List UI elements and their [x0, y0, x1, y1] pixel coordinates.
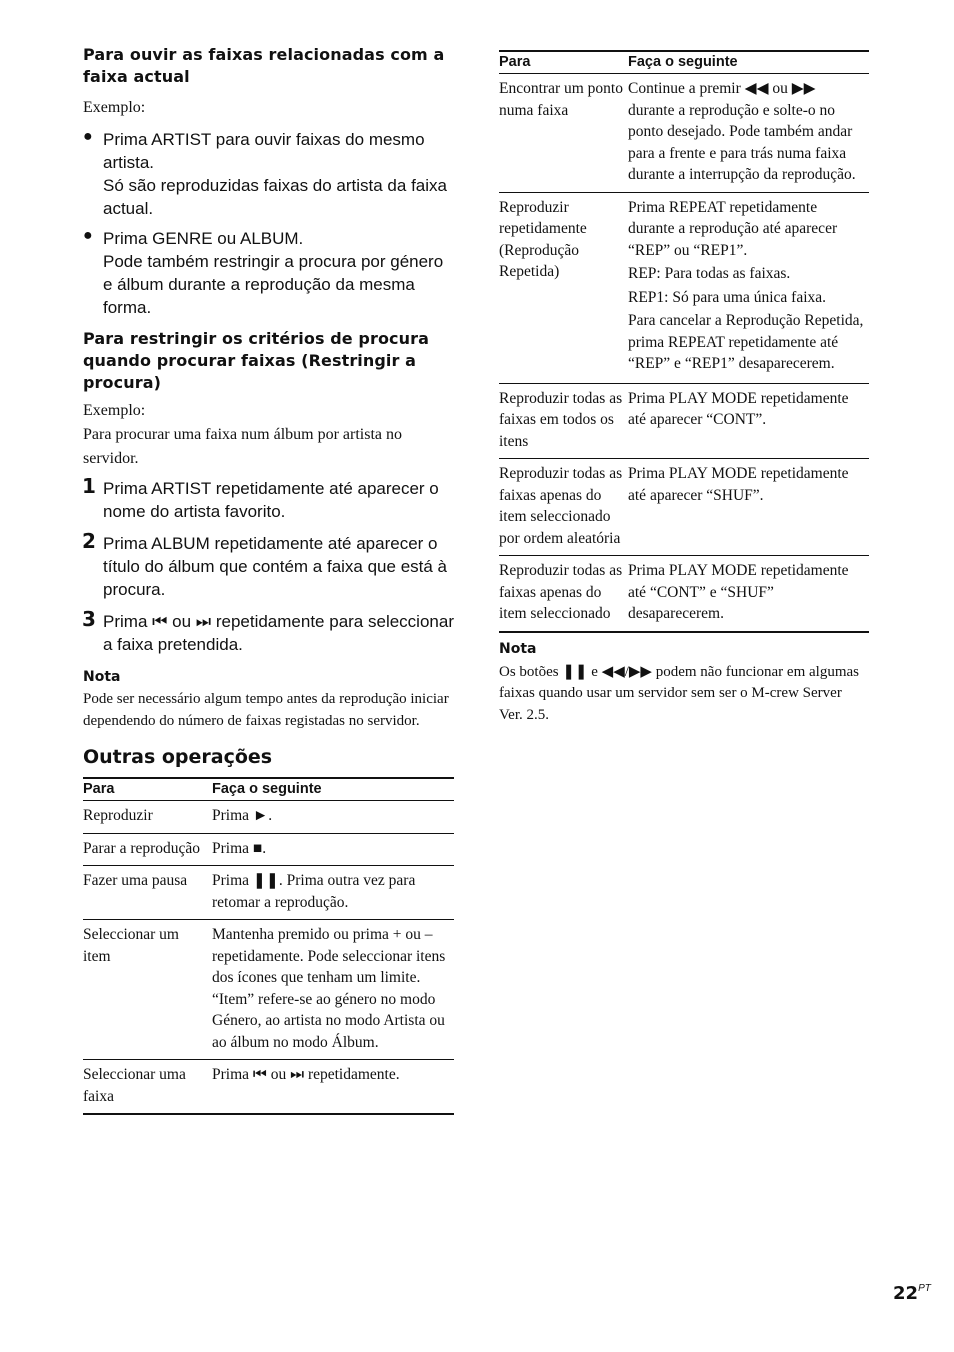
bullet-icon: ●	[83, 227, 93, 244]
fast-forward-icon: ▶▶	[791, 80, 816, 97]
bullet-line: Prima GENRE ou ALBUM.	[103, 229, 304, 248]
operations-table	[83, 777, 454, 1115]
step-2	[82, 529, 454, 601]
cell-line: Prima REPEAT repetidamente durante a reprodução até aparecer “REP” ou “REP1”.	[628, 198, 838, 259]
example-text: Para procurar uma faixa num álbum por artista no servidor.	[83, 426, 402, 467]
table-row	[499, 556, 869, 632]
table-cell: Reproduzir todas as faixas apenas do item seleccionado por ordem aleatória	[499, 459, 628, 556]
table-cell: Prima ⏮ ou ⏭ repetidamente.	[212, 1060, 454, 1115]
table-cell: Seleccionar uma faixa	[83, 1060, 212, 1115]
table-cell: Prima ❚❚. Prima outra vez para retomar a reprodução.	[212, 866, 454, 920]
note-heading: Nota	[83, 669, 121, 685]
table-row	[83, 866, 454, 920]
step-text: Prima ALBUM repetidamente até aparecer o título do álbum que contém a faixa que está à procura.	[103, 534, 448, 599]
table-row	[83, 801, 454, 834]
stop-icon: ■	[252, 839, 263, 857]
column-header: Faça o seguinte	[212, 778, 454, 801]
step-number: 1	[82, 474, 96, 498]
table-row	[499, 459, 869, 556]
bullet-line: Só são reproduzidas faixas do artista da faixa actual.	[103, 176, 447, 218]
table-row	[83, 920, 454, 1060]
table-row	[83, 1060, 454, 1115]
left-column	[83, 44, 454, 1115]
table-cell: Prima PLAY MODE repetidamente até aparecer “CONT”.	[628, 383, 869, 459]
language-suffix: PT	[918, 1283, 931, 1294]
note-text: Os botões ❚❚ e ◀◀/▶▶ podem não funcionar em algumas faixas quando usar um servidor sem ser o M-crew Server Ver. 2.5.	[499, 663, 859, 723]
table-cell: Fazer uma pausa	[83, 866, 212, 920]
table-cell: Reproduzir todas as faixas em todos os itens	[499, 383, 628, 459]
note-text: Pode ser necessário algum tempo antes da reprodução iniciar dependendo do número de faixas registadas no servidor.	[83, 691, 449, 729]
cell-line: Para cancelar a Reprodução Repetida, prima REPEAT repetidamente até “REP” e “REP1” desaparecerem.	[628, 312, 864, 372]
pause-icon: ❚❚	[562, 663, 588, 680]
column-header: Para	[83, 778, 212, 801]
next-track-icon: ⏭	[290, 1066, 305, 1083]
bullet-line: Pode também restringir a procura por género e álbum durante a reprodução da mesma forma.	[103, 252, 444, 317]
table-cell: Continue a premir ◀◀ ou ▶▶ durante a reprodução e solte-o no ponto desejado. Pode também andar para a frente e para trás numa faixa durante a interrupção da reprodução.	[628, 74, 869, 193]
table-cell: Parar a reprodução	[83, 833, 212, 866]
note-heading: Nota	[499, 640, 537, 657]
table-cell: Reproduzir repetidamente (Reprodução Repetida)	[499, 192, 628, 383]
table-row	[83, 833, 454, 866]
play-icon: ►	[252, 807, 269, 824]
table-row	[499, 74, 869, 193]
section-heading-restrict-search: Para restringir os critérios de procura quando procurar faixas (Restringir a procura)	[83, 329, 430, 392]
section-heading-other-operations: Outras operações	[83, 746, 273, 768]
pause-icon: ❚❚	[252, 872, 279, 889]
step-number: 3	[82, 607, 96, 631]
step-3	[82, 607, 454, 656]
bullet-item	[83, 227, 454, 319]
table-header-row	[499, 51, 869, 74]
table-cell: Reproduzir todas as faixas apenas do item seleccionado	[499, 556, 628, 632]
example-label: Exemplo:	[83, 99, 146, 116]
table-row	[499, 383, 869, 459]
prev-track-icon: ⏮	[152, 612, 168, 631]
table-cell: Encontrar um ponto numa faixa	[499, 74, 628, 193]
step-1	[82, 474, 454, 523]
playback-table	[499, 50, 869, 633]
table-cell: Prima PLAY MODE repetidamente até “CONT” e “SHUF” desaparecerem.	[628, 556, 869, 632]
table-cell	[628, 192, 869, 383]
table-cell: Mantenha premido ou prima + ou – repetidamente. Pode seleccionar itens dos ícones que tenham um limite. “Item” refere-se ao género no modo Género, ao artista no modo Artista ou ao álbum no modo Álbum.	[212, 920, 454, 1060]
section-heading-related-tracks: Para ouvir as faixas relacionadas com a faixa actual	[83, 45, 445, 86]
example-label: Exemplo:	[83, 402, 146, 419]
table-cell: Seleccionar um item	[83, 920, 212, 1060]
table-cell: Reproduzir	[83, 801, 212, 834]
rewind-icon: ◀◀	[744, 80, 769, 97]
step-text: Prima ⏮ ou ⏭ repetidamente para seleccionar a faixa pretendida.	[103, 612, 454, 654]
bullet-line: Prima ARTIST para ouvir faixas do mesmo artista.	[103, 130, 425, 172]
step-number: 2	[82, 529, 96, 553]
bullet-icon: ●	[83, 128, 93, 145]
cell-line: REP: Para todas as faixas.	[628, 265, 791, 282]
right-column	[499, 50, 869, 726]
next-track-icon: ⏭	[195, 612, 212, 631]
table-cell: Prima ■.	[212, 833, 454, 866]
bullet-item	[83, 128, 454, 220]
page-number: $22^{PT}$	[893, 1283, 931, 1304]
rewind-fast-forward-icon: ◀◀/▶▶	[601, 663, 652, 680]
column-header: Faça o seguinte	[628, 51, 869, 74]
table-cell: Prima PLAY MODE repetidamente até aparecer “SHUF”.	[628, 459, 869, 556]
table-row	[499, 192, 869, 383]
cell-line: REP1: Só para uma única faixa.	[628, 288, 827, 306]
column-header: Para	[499, 51, 628, 74]
step-text: Prima ARTIST repetidamente até aparecer o nome do artista favorito.	[103, 479, 439, 521]
table-header-row	[83, 778, 454, 801]
prev-track-icon: ⏮	[252, 1066, 267, 1083]
table-cell: Prima ►.	[212, 801, 454, 834]
